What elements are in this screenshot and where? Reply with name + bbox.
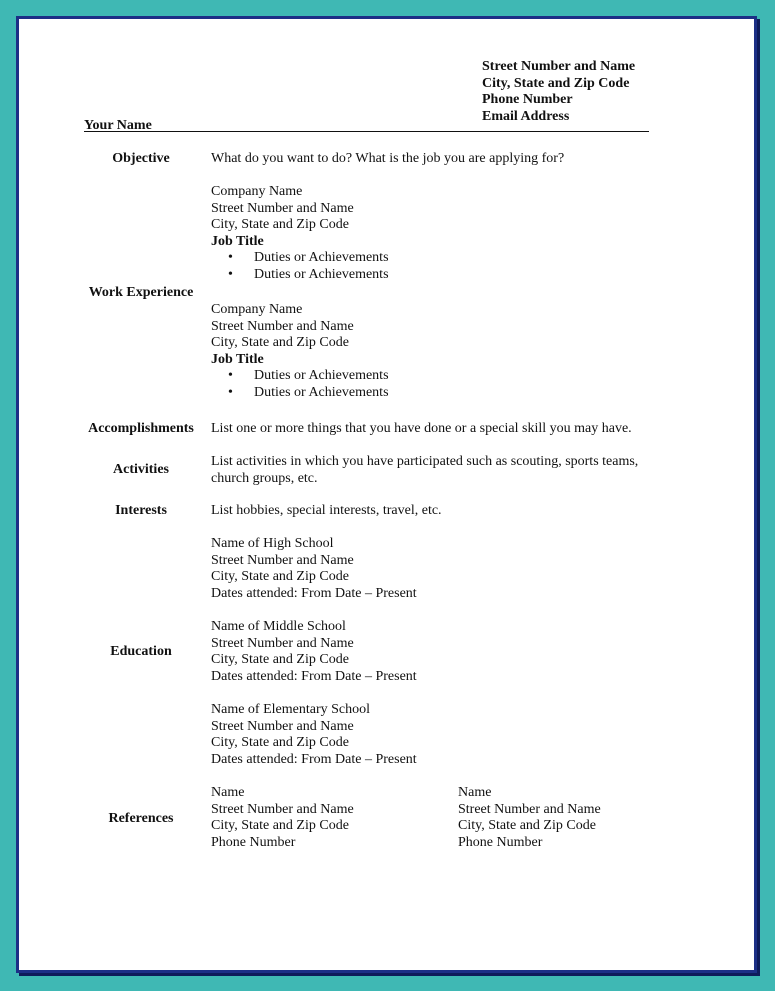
school-entry-2: [211, 619, 417, 685]
school-dates: Dates attended: From Date – Present: [211, 751, 417, 767]
activities-text: [211, 454, 638, 487]
job-duty: • Duties or Achievements: [228, 384, 389, 400]
job-street: Street Number and Name: [211, 318, 354, 334]
job-duty: • Duties or Achievements: [228, 368, 389, 383]
contact-street: Street Number and Name: [482, 59, 636, 74]
objective-text: [211, 151, 564, 168]
resume-page: [16, 16, 757, 973]
contact-email: Email Address: [482, 108, 570, 124]
interests-label: Interests: [115, 503, 167, 518]
education-label: Education: [110, 644, 172, 659]
job-duty: • Duties or Achievements: [228, 266, 389, 282]
reference-phone: Phone Number: [211, 834, 296, 850]
reference-street: Street Number and Name: [211, 801, 354, 817]
school-name: Name of High School: [211, 536, 334, 551]
header-rule: [84, 131, 649, 132]
reference-street: Street Number and Name: [458, 801, 601, 817]
objective-label: Objective: [112, 151, 170, 166]
school-entry-1: [211, 536, 417, 602]
accomplishments-label: Accomplishments: [88, 421, 194, 436]
school-city: City, State and Zip Code: [211, 735, 349, 750]
bullet-icon: •: [228, 384, 233, 400]
interests-text: [211, 503, 442, 520]
school-dates: Dates attended: From Date – Present: [211, 668, 417, 684]
reference-city: City, State and Zip Code: [458, 818, 596, 833]
school-name: Name of Middle School: [211, 619, 346, 634]
job-company: Company Name: [211, 302, 303, 317]
activities-line: List activities in which you have participated such as scouting, sports teams,: [211, 454, 639, 469]
school-dates: Dates attended: From Date – Present: [211, 585, 417, 601]
reference-phone: Phone Number: [458, 834, 543, 850]
activities-label: Activities: [113, 462, 169, 477]
school-city: City, State and Zip Code: [211, 652, 349, 667]
job-title: Job Title: [211, 233, 264, 249]
contact-block: [482, 59, 635, 125]
job-entry-1: [211, 184, 389, 283]
accomplishments-text: [211, 421, 632, 438]
job-city: City, State and Zip Code: [211, 335, 349, 350]
job-title: Job Title: [211, 351, 264, 367]
references-label: References: [108, 811, 174, 826]
school-entry-3: [211, 702, 417, 768]
reference-entry-2: [458, 785, 601, 851]
your-name: Your Name: [84, 118, 152, 133]
school-street: Street Number and Name: [211, 635, 354, 651]
job-duty: • Duties or Achievements: [228, 250, 389, 265]
contact-phone: Phone Number: [482, 92, 573, 107]
contact-city: City, State and Zip Code: [482, 75, 630, 91]
school-street: Street Number and Name: [211, 552, 354, 568]
work-experience-label: Work Experience: [88, 285, 194, 300]
school-city: City, State and Zip Code: [211, 569, 349, 584]
job-street: Street Number and Name: [211, 200, 354, 216]
activities-line: church groups, etc.: [211, 470, 318, 486]
objective-line: What do you want to do? What is the job you are applying for?: [211, 151, 565, 166]
reference-name: Name: [211, 785, 245, 800]
accomplishments-line: List one or more things that you have done or a special skill you may have.: [211, 421, 632, 436]
bullet-icon: •: [228, 266, 233, 282]
school-name: Name of Elementary School: [211, 702, 371, 717]
interests-line: List hobbies, special interests, travel, etc.: [211, 503, 442, 518]
reference-name: Name: [458, 785, 492, 800]
school-street: Street Number and Name: [211, 718, 354, 734]
job-company: Company Name: [211, 184, 303, 199]
job-entry-2: [211, 302, 389, 401]
job-city: City, State and Zip Code: [211, 217, 349, 232]
bullet-icon: •: [228, 250, 233, 265]
reference-entry-1: [211, 785, 354, 851]
reference-city: City, State and Zip Code: [211, 818, 349, 833]
bullet-icon: •: [228, 368, 233, 383]
